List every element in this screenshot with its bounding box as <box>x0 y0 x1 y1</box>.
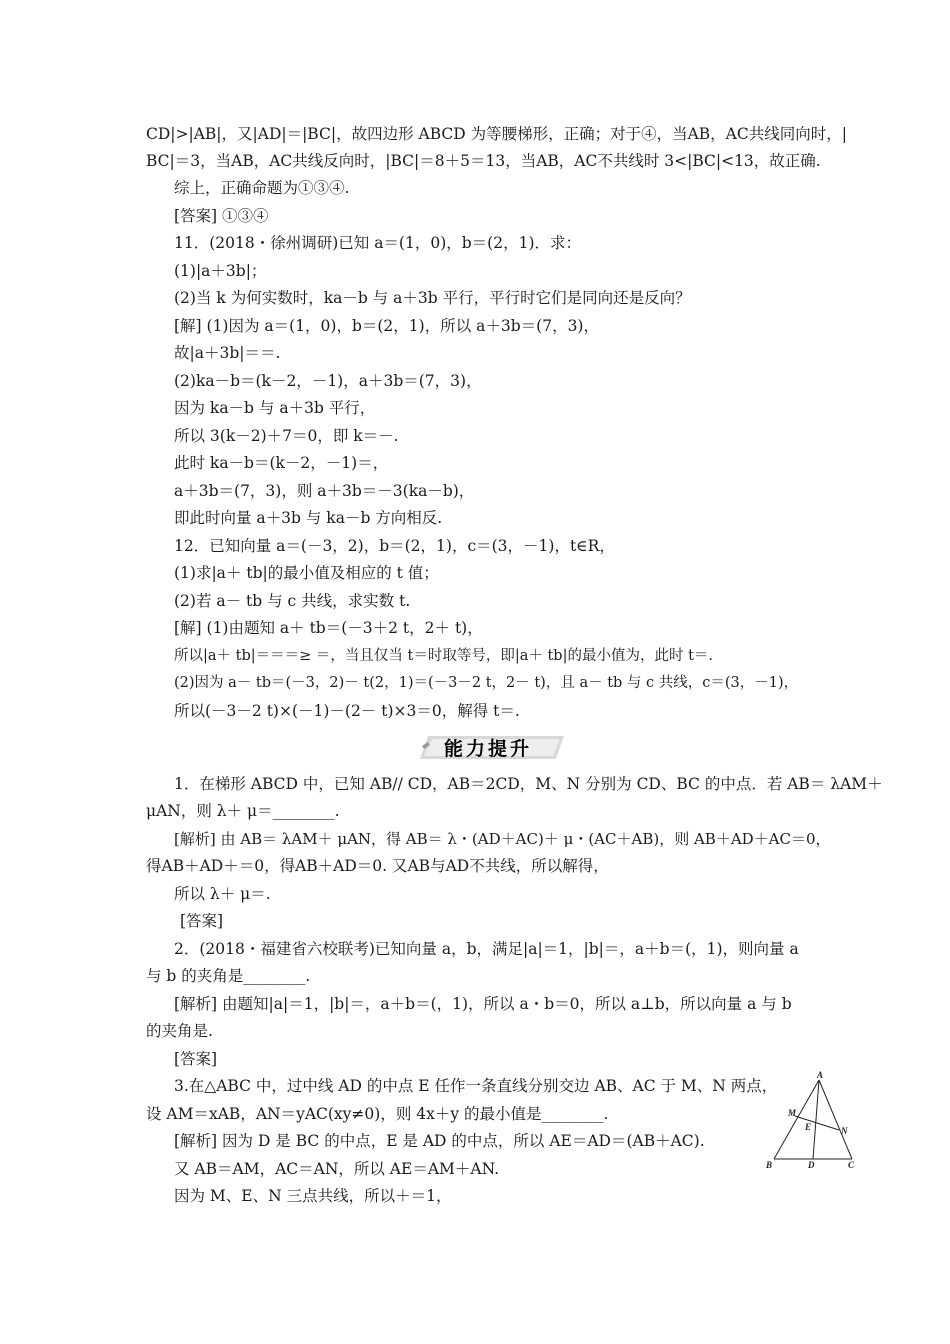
side-ab <box>774 1080 819 1159</box>
text-line: 因为 M、E、N 三点共线，所以＋＝1， <box>174 1187 452 1205</box>
text-line: 的夹角是. <box>146 1022 213 1040</box>
analysis-line: [解析] 由题知|a|＝1，|b|＝，a＋b＝(，1)，所以 a・b＝0，所以 a⊥b，所以向量 a 与 b <box>174 995 792 1013</box>
text-line: 故|a＋3b|＝＝. <box>174 344 281 362</box>
text-line: 即此时向量 a＋3b 与 ka－b 方向相反. <box>174 509 443 527</box>
text-line: 所以 3(k－2)＋7＝0，即 k＝－. <box>174 427 399 445</box>
section-banner <box>418 732 568 762</box>
text-line: BC|＝3，当AB，AC共线反向时，|BC|＝8＋5＝13，当AB，AC不共线时 3<|BC|<13，故正确. <box>146 152 821 170</box>
text-line: CD|>|AB|，又|AD|＝|BC|，故四边形 ABCD 为等腰梯形，正确；对于④，当AB，AC共线同向时，| <box>146 125 847 143</box>
text-line: (1)|a＋3b|； <box>174 262 267 280</box>
answer-line: [答案] <box>174 1050 218 1068</box>
answer-line: [答案] <box>180 912 224 930</box>
problem-1: 1．在梯形 ABCD 中，已知 AB// CD，AB＝2CD，M、N 分别为 CD、BC 的中点．若 AB＝ λAM＋ <box>174 775 883 793</box>
text-line: 综上，正确命题为①③④. <box>174 179 350 197</box>
label-c: C <box>848 1160 855 1170</box>
label-n: N <box>841 1126 848 1136</box>
text-line: (2)若 a－ tb 与 c 共线，求实数 t. <box>174 592 411 610</box>
problem-3: 3.在△ABC 中，过中线 AD 的中点 E 任作一条直线分别交边 AB、AC 于 M、N 两点， <box>174 1077 778 1095</box>
banner-title: 能力提升 <box>444 738 533 760</box>
text-line: 所以(－3－2 t)×(－1)－(2－ t)×3＝0，解得 t＝. <box>174 702 520 720</box>
solution-line: [解] (1)由题知 a＋ tb＝(－3＋2 t，2＋ t)， <box>174 619 483 637</box>
text-line: μAN，则 λ＋ μ＝________. <box>146 802 340 820</box>
text-line: 所以|a＋ tb|＝＝＝≥ ＝，当且仅当 t＝时取等号，即|a＋ tb|的最小值为，此时 t＝. <box>174 648 714 664</box>
label-b: B <box>766 1160 773 1170</box>
median-ad <box>813 1080 819 1159</box>
problem-11: 11．(2018・徐州调研)已知 a＝(1，0)，b＝(2，1)．求： <box>174 234 581 252</box>
text-line: (1)求|a＋ tb|的最小值及相应的 t 值； <box>174 564 439 582</box>
text-line: 所以 λ＋ μ＝. <box>174 885 271 903</box>
analysis-line: [解析] 因为 D 是 BC 的中点，E 是 AD 的中点，所以 AE＝AD＝(AB＋AC). <box>174 1132 705 1150</box>
label-a: A <box>817 1070 824 1080</box>
text-line: 又 AB＝AM，AC＝AN，所以 AE＝AM＋AN. <box>174 1160 500 1178</box>
triangle-figure <box>764 1070 864 1174</box>
text-line: (2)当 k 为何实数时，ka－b 与 a＋3b 平行，平行时它们是同向还是反向？ <box>174 289 691 307</box>
text-line: (2)ka－b＝(k－2，－1)，a＋3b＝(7，3)， <box>174 372 482 390</box>
answer-line: [答案] ①③④ <box>174 207 269 225</box>
text-line: (2)因为 a－ tb＝(－3，2)－ t(2，1)＝(－3－2 t，2－ t)，且 a－ tb 与 c 共线，c＝(3，－1)， <box>174 675 799 691</box>
text-line: 得AB＋AD＋＝0，得AB＋AD＝0. 又AB与AD不共线，所以解得， <box>146 857 609 875</box>
problem-2: 2．(2018・福建省六校联考)已知向量 a，b，满足|a|＝1，|b|＝，a＋b＝(，1)，则向量 a <box>174 940 799 958</box>
label-e: E <box>805 1122 812 1132</box>
analysis-line: [解析] 由 AB＝ λAM＋ μAN，得 AB＝ λ・(AD＋AC)＋ μ・(AC＋AB)，则 AB＋AD＋AC＝0， <box>174 830 831 848</box>
text-line: 与 b 的夹角是________. <box>146 967 311 985</box>
problem-12: 12．已知向量 a＝(－3，2)，b＝(2，1)，c＝(3，－1)，t∈R， <box>174 537 615 555</box>
solution-line: [解] (1)因为 a＝(1，0)，b＝(2，1)，所以 a＋3b＝(7，3)， <box>174 317 599 335</box>
text-line: 设 AM＝xAB，AN＝yAC(xy≠0)，则 4x＋y 的最小值是________. <box>146 1105 609 1123</box>
side-ac <box>819 1080 852 1159</box>
text-line: a＋3b＝(7，3)，则 a＋3b＝－3(ka－b)， <box>174 482 475 500</box>
text-line: 因为 ka－b 与 a＋3b 平行， <box>174 399 376 417</box>
line-mn <box>795 1116 839 1130</box>
label-m: M <box>788 1108 797 1118</box>
text-line: 此时 ka－b＝(k－2，－1)＝， <box>174 454 389 472</box>
label-d: D <box>808 1160 815 1170</box>
